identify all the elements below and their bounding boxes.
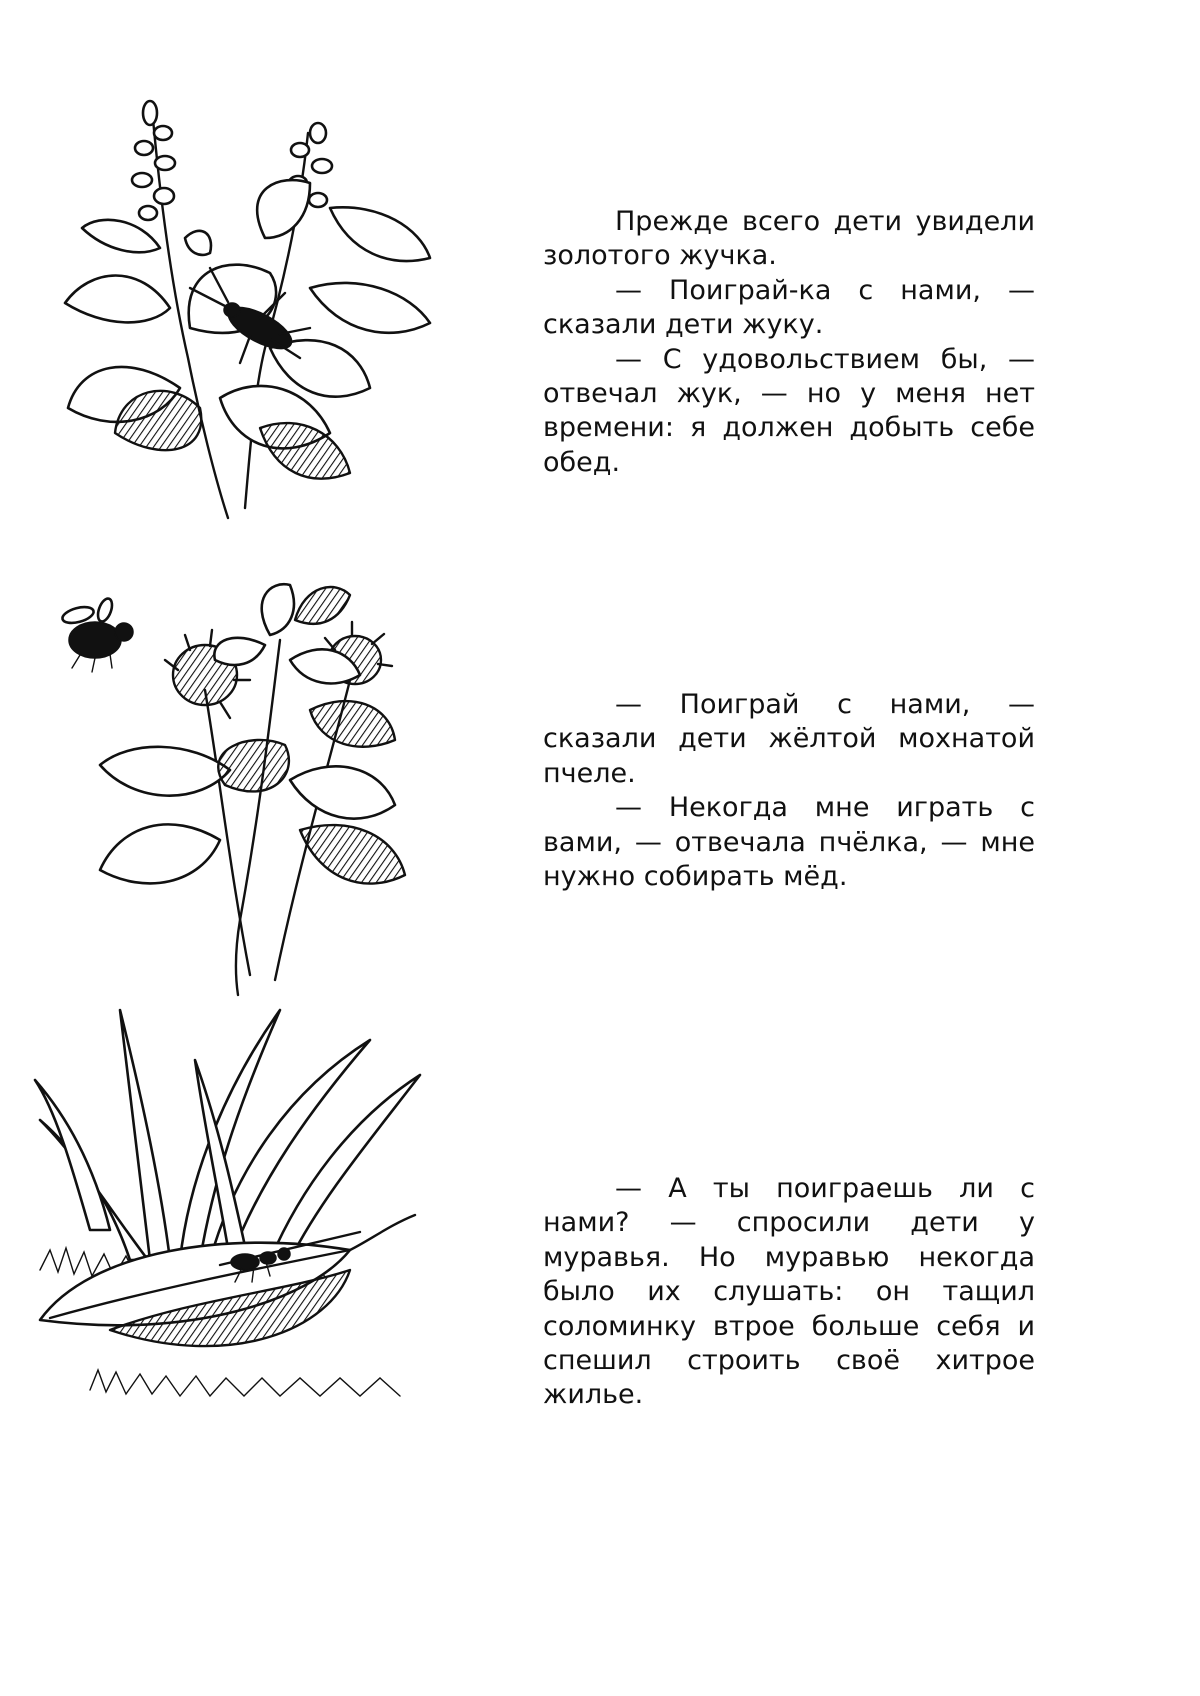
ant-in-grass-illustration	[30, 1000, 450, 1400]
bee-icon	[61, 597, 133, 672]
flower-buds-left	[132, 101, 175, 220]
paragraph: — Поиграй-ка с нами, — сказали дети жуку.	[543, 274, 1035, 341]
text-block-ant	[543, 1172, 1035, 1413]
bee-and-clover-illustration	[60, 580, 440, 1000]
paragraph: — С удовольствием бы, — отвечал жук, — но у меня нет времени: я должен добыть себе обед.	[543, 343, 1035, 478]
paragraph: — Некогда мне играть с вами, — отвечала пчёлка, — мне нужно собирать мёд.	[543, 792, 1035, 893]
beetle-on-plant-illustration	[60, 88, 480, 528]
text-block-bee	[543, 688, 1035, 894]
paragraph: Прежде всего дети увидели золотого жучка.	[543, 206, 1035, 272]
paragraph: — А ты поиграешь ли с нами? — спросили дети у муравья. Но муравью некогда было их слушать: он тащил соломинку втрое больше себя и спешил строить своё хитрое жилье.	[543, 1173, 1035, 1411]
text-block-beetle	[543, 205, 1035, 480]
paragraph: — Поиграй с нами, — сказали дети жёлтой мохнатой пчеле.	[543, 689, 1035, 789]
